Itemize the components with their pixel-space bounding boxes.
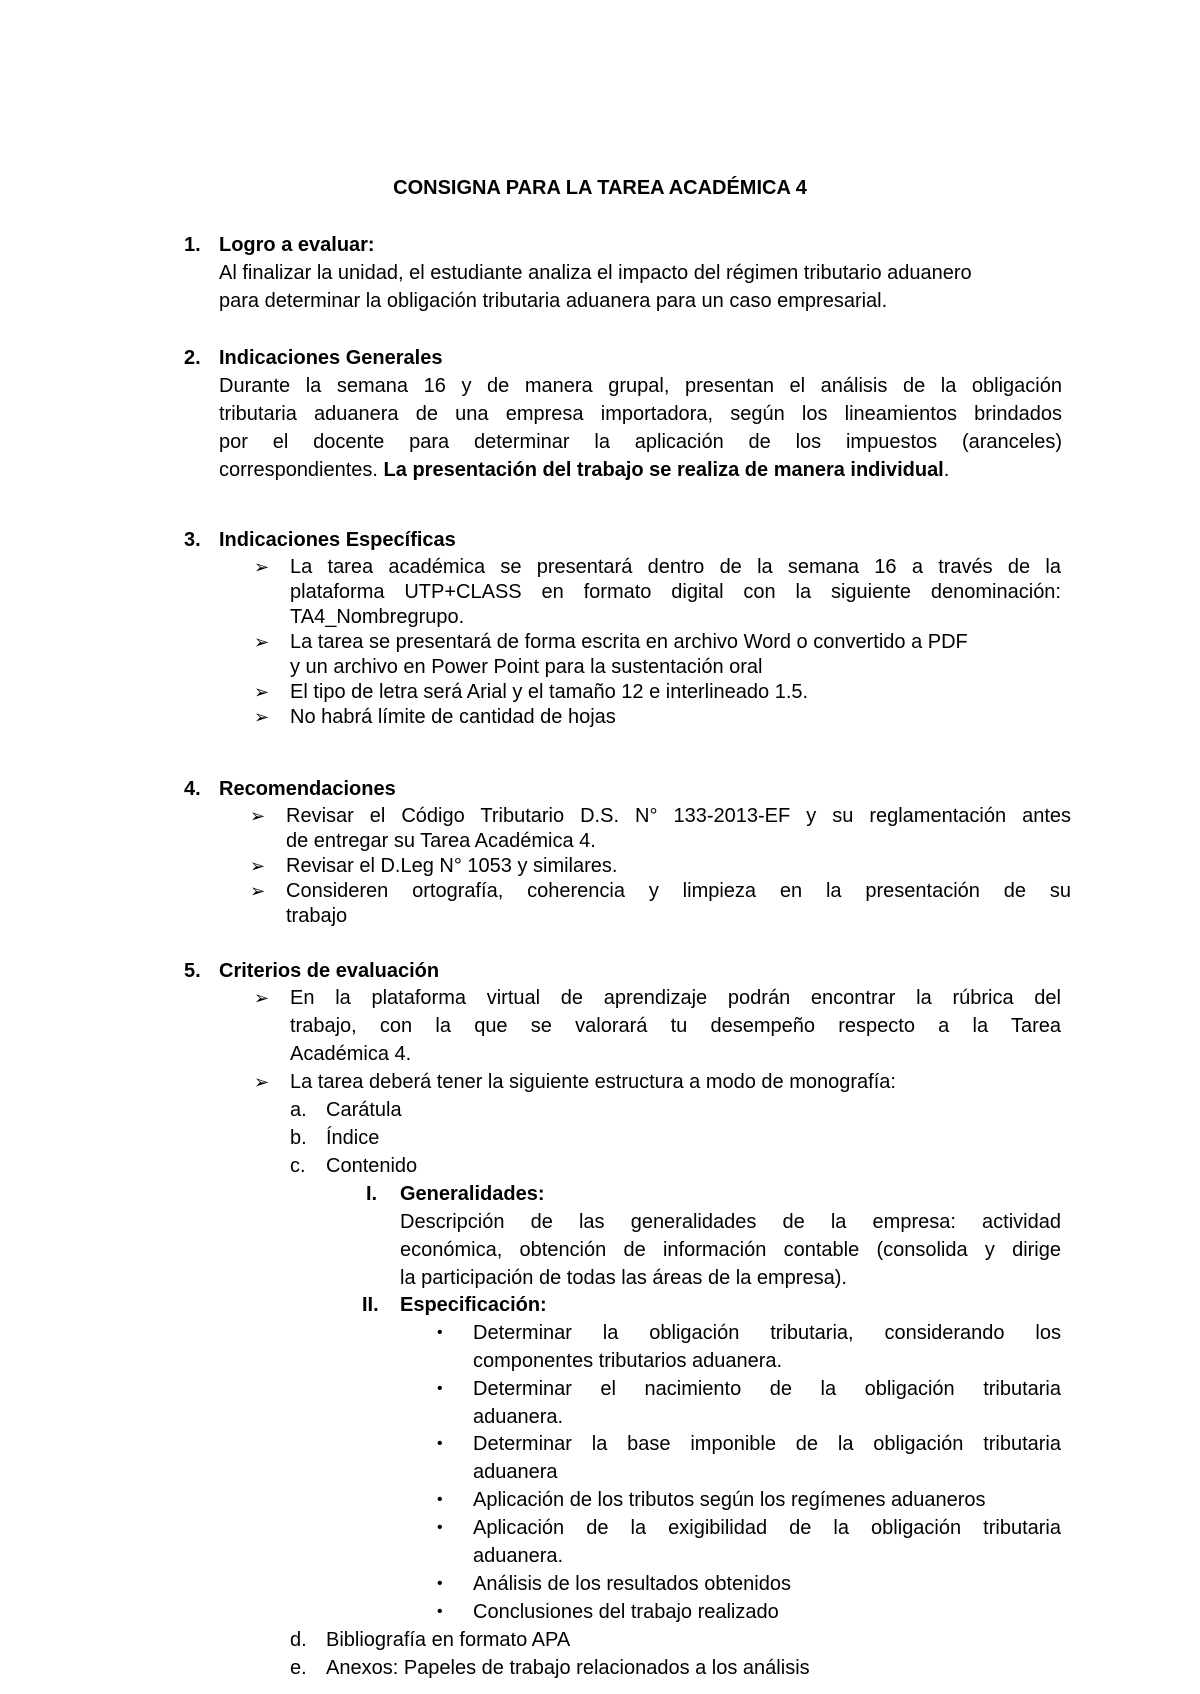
bullet-icon: • (437, 1324, 443, 1341)
section-3-item-line: No habrá límite de cantidad de hojas (290, 706, 616, 728)
especificacion-item-line: Aplicación de la exigibilidad de la obligación tributaria (473, 1517, 1061, 1539)
arrow-bullet-icon: ➢ (250, 856, 266, 876)
section-2-number: 2. (184, 347, 201, 369)
generalidades-text-line: económica, obtención de información contable (consolida y dirige (400, 1239, 1061, 1261)
section-2-heading: Indicaciones Generales (219, 347, 443, 369)
section-1-number: 1. (184, 234, 201, 256)
bullet-icon: • (437, 1575, 443, 1592)
arrow-bullet-icon: ➢ (254, 1072, 270, 1092)
section-3-item-line: La tarea académica se presentará dentro de la semana 16 a través de la (290, 556, 1061, 578)
list-letter: c. (290, 1155, 306, 1177)
section-1-heading: Logro a evaluar: (219, 234, 375, 256)
list-item-indice: Índice (326, 1127, 380, 1149)
especificacion-item-line: aduanera. (473, 1406, 564, 1428)
section-4-heading: Recomendaciones (219, 778, 396, 800)
list-item-bibliografia: Bibliografía en formato APA (326, 1629, 571, 1651)
section-2-text-line: por el docente para determinar la aplicación de los impuestos (aranceles) (219, 431, 1062, 453)
arrow-bullet-icon: ➢ (250, 881, 266, 901)
section-2-last-plain: correspondientes. (219, 459, 384, 481)
bullet-icon: • (437, 1491, 443, 1508)
list-letter: e. (290, 1657, 307, 1679)
especificacion-item-line: Determinar el nacimiento de la obligación tributaria (473, 1378, 1061, 1400)
list-item-caratula: Carátula (326, 1099, 402, 1121)
list-item-contenido: Contenido (326, 1155, 418, 1177)
section-5-heading: Criterios de evaluación (219, 960, 440, 982)
list-item-anexos: Anexos: Papeles de trabajo relacionados a los análisis (326, 1657, 810, 1679)
document-title: CONSIGNA PARA LA TAREA ACADÉMICA 4 (393, 177, 807, 199)
section-3-item-line: TA4_Nombregrupo. (290, 606, 465, 628)
especificacion-item-line: Análisis de los resultados obtenidos (473, 1573, 791, 1595)
section-2-text-line: tributaria aduanera de una empresa importadora, según los lineamientos brindados (219, 403, 1062, 425)
arrow-bullet-icon: ➢ (254, 557, 270, 577)
section-5-item-line: La tarea deberá tener la siguiente estructura a modo de monografía: (290, 1071, 896, 1093)
list-letter: d. (290, 1629, 307, 1651)
section-4-item-line: de entregar su Tarea Académica 4. (286, 830, 596, 852)
section-2-text-line: Durante la semana 16 y de manera grupal, presentan el análisis de la obligación (219, 375, 1062, 397)
bullet-icon: • (437, 1519, 443, 1536)
subsection-heading-generalidades: Generalidades: (400, 1183, 545, 1205)
generalidades-text-line: Descripción de las generalidades de la empresa: actividad (400, 1211, 1061, 1233)
subsection-heading-especificacion: Especificación: (400, 1294, 547, 1316)
arrow-bullet-icon: ➢ (254, 707, 270, 727)
especificacion-item-line: Aplicación de los tributos según los regímenes aduaneros (473, 1489, 986, 1511)
section-4-item-line: trabajo (286, 905, 348, 927)
section-4-item-line: Revisar el Código Tributario D.S. N° 133-2013-EF y su reglamentación antes (286, 805, 1071, 827)
bullet-icon: • (437, 1435, 443, 1452)
section-3-item-line: y un archivo en Power Point para la sustentación oral (290, 656, 763, 678)
bullet-icon: • (437, 1603, 443, 1620)
section-3-number: 3. (184, 529, 201, 551)
roman-numeral: II. (362, 1294, 379, 1316)
especificacion-item-line: Conclusiones del trabajo realizado (473, 1601, 779, 1623)
section-4-number: 4. (184, 778, 201, 800)
generalidades-text-line: la participación de todas las áreas de la empresa). (400, 1267, 847, 1289)
arrow-bullet-icon: ➢ (254, 632, 270, 652)
especificacion-item-line: componentes tributarios aduanera. (473, 1350, 783, 1372)
section-3-item-line: La tarea se presentará de forma escrita en archivo Word o convertido a PDF (290, 631, 968, 653)
arrow-bullet-icon: ➢ (254, 682, 270, 702)
section-5-item-line: En la plataforma virtual de aprendizaje podrán encontrar la rúbrica del (290, 987, 1061, 1009)
especificacion-item-line: aduanera (473, 1461, 558, 1483)
section-3-item-line: El tipo de letra será Arial y el tamaño 12 e interlineado 1.5. (290, 681, 809, 703)
section-3-item-line: plataforma UTP+CLASS en formato digital con la siguiente denominación: (290, 581, 1061, 603)
especificacion-item-line: Determinar la base imponible de la obligación tributaria (473, 1433, 1061, 1455)
section-3-heading: Indicaciones Específicas (219, 529, 456, 551)
section-1-text-line: para determinar la obligación tributaria aduanera para un caso empresarial. (219, 290, 888, 312)
arrow-bullet-icon: ➢ (254, 988, 270, 1008)
section-2-emphasis: La presentación del trabajo se realiza de manera individual (383, 459, 944, 481)
especificacion-item-line: Determinar la obligación tributaria, considerando los (473, 1322, 1061, 1344)
arrow-bullet-icon: ➢ (250, 806, 266, 826)
section-1-text-line: Al finalizar la unidad, el estudiante analiza el impacto del régimen tributario aduanero (219, 262, 972, 284)
section-5-number: 5. (184, 960, 201, 982)
especificacion-item-line: aduanera. (473, 1545, 564, 1567)
section-4-item-line: Consideren ortografía, coherencia y limpieza en la presentación de su (286, 880, 1071, 902)
section-5-item-line: trabajo, con la que se valorará tu desempeño respecto a la Tarea (290, 1015, 1061, 1037)
roman-numeral: I. (366, 1183, 378, 1205)
section-2-last-end: . (943, 459, 950, 481)
list-letter: a. (290, 1099, 307, 1121)
section-4-item-line: Revisar el D.Leg N° 1053 y similares. (286, 855, 618, 877)
section-5-item-line: Académica 4. (290, 1043, 412, 1065)
section-2-text-line (219, 458, 949, 482)
bullet-icon: • (437, 1380, 443, 1397)
list-letter: b. (290, 1127, 307, 1149)
